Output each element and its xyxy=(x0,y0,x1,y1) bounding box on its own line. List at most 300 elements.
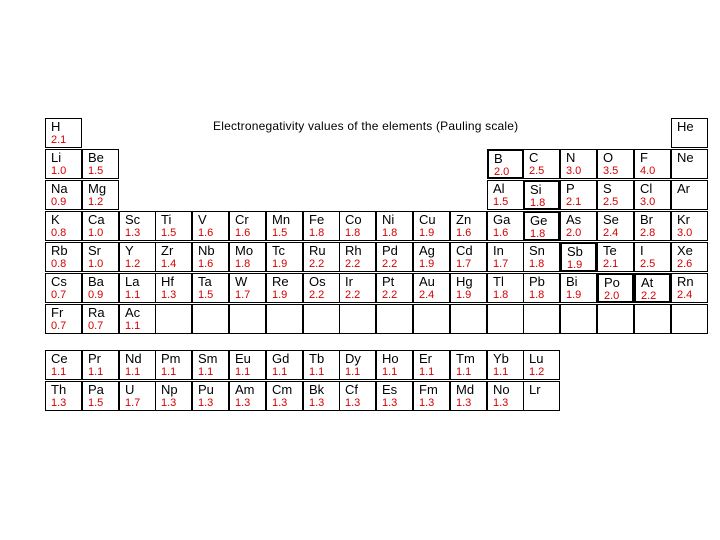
empty-cell xyxy=(339,304,376,334)
element-symbol: Es xyxy=(382,382,398,397)
electronegativity-value: 2.1 xyxy=(603,258,619,270)
electronegativity-value: 1.5 xyxy=(88,397,104,409)
element-symbol: Ar xyxy=(677,181,690,196)
electronegativity-value: 1.6 xyxy=(198,227,214,239)
electronegativity-value: 1.9 xyxy=(272,258,288,270)
electronegativity-value: 1.1 xyxy=(198,366,214,378)
empty-cell xyxy=(634,304,671,334)
element-symbol: As xyxy=(566,212,582,227)
electronegativity-value: 1.3 xyxy=(161,397,177,409)
element-symbol: Sr xyxy=(88,243,101,258)
electronegativity-value: 1.3 xyxy=(419,397,435,409)
electronegativity-value: 1.1 xyxy=(382,366,398,378)
element-symbol: Bk xyxy=(309,382,325,397)
element-cell-sn xyxy=(523,242,560,272)
electronegativity-value: 1.9 xyxy=(456,289,472,301)
element-symbol: Os xyxy=(309,274,326,289)
electronegativity-value: 2.2 xyxy=(382,289,398,301)
element-cell-p xyxy=(560,180,597,210)
electronegativity-value: 1.0 xyxy=(51,165,67,177)
element-symbol: Rb xyxy=(51,243,68,258)
element-symbol: Ag xyxy=(419,243,435,258)
empty-cell xyxy=(671,304,708,334)
element-symbol: Bi xyxy=(566,274,578,289)
electronegativity-value: 1.1 xyxy=(125,289,141,301)
element-cell-tl xyxy=(487,273,524,303)
element-cell-nb xyxy=(192,242,229,272)
electronegativity-value: 0.8 xyxy=(51,258,67,270)
element-symbol: He xyxy=(677,119,694,134)
electronegativity-value: 1.4 xyxy=(161,258,177,270)
element-symbol: Nb xyxy=(198,243,215,258)
element-cell-ga xyxy=(487,211,524,241)
element-cell-hg xyxy=(450,273,487,303)
empty-cell xyxy=(487,304,524,334)
element-cell-na xyxy=(45,180,82,210)
electronegativity-value: 1.3 xyxy=(125,227,141,239)
electronegativity-value: 1.6 xyxy=(198,258,214,270)
element-symbol: Pd xyxy=(382,243,398,258)
element-cell-b xyxy=(487,149,524,179)
element-cell-os xyxy=(303,273,340,303)
element-cell-s xyxy=(597,180,634,210)
element-symbol: Hg xyxy=(456,274,473,289)
element-symbol: P xyxy=(566,181,575,196)
element-symbol: Ba xyxy=(88,274,104,289)
empty-cell xyxy=(523,304,560,334)
element-symbol: Fm xyxy=(419,382,438,397)
element-symbol: Lu xyxy=(529,351,544,366)
element-symbol: In xyxy=(493,243,504,258)
element-cell-ta xyxy=(192,273,229,303)
element-symbol: Cf xyxy=(345,382,358,397)
element-cell-am xyxy=(229,381,266,411)
electronegativity-value: 1.3 xyxy=(309,397,325,409)
electronegativity-value: 1.8 xyxy=(382,227,398,239)
empty-cell xyxy=(266,304,303,334)
electronegativity-value: 2.0 xyxy=(604,290,620,302)
electronegativity-value: 1.8 xyxy=(235,258,251,270)
element-symbol: Fe xyxy=(309,212,325,227)
electronegativity-value: 3.0 xyxy=(677,227,693,239)
electronegativity-value: 3.0 xyxy=(640,196,656,208)
electronegativity-value: 0.8 xyxy=(51,227,67,239)
electronegativity-value: 1.9 xyxy=(419,258,435,270)
electronegativity-value: 2.1 xyxy=(566,196,582,208)
element-symbol: Er xyxy=(419,351,432,366)
electronegativity-value: 1.1 xyxy=(125,366,141,378)
element-symbol: Th xyxy=(51,382,67,397)
electronegativity-value: 2.2 xyxy=(345,289,361,301)
element-cell-au xyxy=(413,273,450,303)
electronegativity-value: 1.5 xyxy=(272,227,288,239)
electronegativity-value: 1.1 xyxy=(419,366,435,378)
electronegativity-value: 1.6 xyxy=(493,227,509,239)
element-symbol: Ce xyxy=(51,351,68,366)
electronegativity-value: 1.8 xyxy=(529,258,545,270)
element-symbol: Tl xyxy=(493,274,504,289)
electronegativity-value: 1.3 xyxy=(161,289,177,301)
element-symbol: Au xyxy=(419,274,435,289)
element-symbol: Y xyxy=(125,243,134,258)
empty-cell xyxy=(597,304,634,334)
element-symbol: At xyxy=(641,275,654,290)
element-cell-br xyxy=(634,211,671,241)
electronegativity-value: 2.5 xyxy=(640,258,656,270)
element-symbol: Yb xyxy=(493,351,509,366)
element-cell-pr xyxy=(82,350,119,380)
element-symbol: Ac xyxy=(125,305,141,320)
element-symbol: Mo xyxy=(235,243,254,258)
element-symbol: B xyxy=(494,151,503,166)
electronegativity-value: 2.5 xyxy=(529,165,545,177)
element-cell-co xyxy=(339,211,376,241)
electronegativity-value: 1.8 xyxy=(530,228,546,240)
electronegativity-value: 1.6 xyxy=(456,227,472,239)
element-symbol: Pt xyxy=(382,274,395,289)
element-symbol: Ca xyxy=(88,212,105,227)
element-cell-po xyxy=(597,273,634,303)
electronegativity-value: 2.2 xyxy=(345,258,361,270)
table-title: Electronegativity values of the elements (Pauling scale) xyxy=(213,119,519,133)
element-cell-al xyxy=(487,180,524,210)
element-cell-nd xyxy=(119,350,156,380)
electronegativity-value: 2.2 xyxy=(641,290,657,302)
element-symbol: U xyxy=(125,382,135,397)
element-symbol: Be xyxy=(88,150,104,165)
electronegativity-value: 2.0 xyxy=(566,227,582,239)
element-symbol: Pa xyxy=(88,382,104,397)
element-cell-pu xyxy=(192,381,229,411)
element-cell-ho xyxy=(376,350,413,380)
electronegativity-value: 1.8 xyxy=(493,289,509,301)
element-symbol: V xyxy=(198,212,207,227)
electronegativity-value: 2.4 xyxy=(419,289,435,301)
electronegativity-value: 1.3 xyxy=(382,397,398,409)
element-cell-u xyxy=(119,381,156,411)
element-symbol: Pu xyxy=(198,382,214,397)
element-cell-ni xyxy=(376,211,413,241)
electronegativity-value: 1.1 xyxy=(456,366,472,378)
element-cell-ca xyxy=(82,211,119,241)
element-cell-mo xyxy=(229,242,266,272)
element-cell-cm xyxy=(266,381,303,411)
element-symbol: Ru xyxy=(309,243,326,258)
element-symbol: N xyxy=(566,150,576,165)
electronegativity-value: 0.9 xyxy=(88,289,104,301)
element-symbol: F xyxy=(640,150,648,165)
element-symbol: Li xyxy=(51,150,62,165)
element-symbol: Cm xyxy=(272,382,293,397)
element-symbol: Dy xyxy=(345,351,361,366)
empty-cell xyxy=(155,304,192,334)
element-cell-ce xyxy=(45,350,82,380)
electronegativity-value: 2.2 xyxy=(309,258,325,270)
element-cell-cl xyxy=(634,180,671,210)
electronegativity-value: 1.8 xyxy=(529,289,545,301)
element-cell-f xyxy=(634,149,671,179)
element-cell-la xyxy=(119,273,156,303)
electronegativity-value: 2.8 xyxy=(640,227,656,239)
element-cell-eu xyxy=(229,350,266,380)
element-symbol: Al xyxy=(493,181,505,196)
empty-cell xyxy=(560,304,597,334)
electronegativity-value: 1.9 xyxy=(419,227,435,239)
electronegativity-value: 1.2 xyxy=(125,258,141,270)
electronegativity-value: 1.9 xyxy=(272,289,288,301)
element-symbol: Tb xyxy=(309,351,325,366)
element-cell-ag xyxy=(413,242,450,272)
electronegativity-value: 1.5 xyxy=(161,227,177,239)
element-cell-cd xyxy=(450,242,487,272)
element-cell-n xyxy=(560,149,597,179)
element-cell-sm xyxy=(192,350,229,380)
element-cell-mg xyxy=(82,180,119,210)
element-cell-tc xyxy=(266,242,303,272)
element-symbol: Se xyxy=(603,212,619,227)
element-symbol: Co xyxy=(345,212,362,227)
element-cell-lu xyxy=(523,350,560,380)
element-symbol: Po xyxy=(604,275,620,290)
electronegativity-value: 1.1 xyxy=(161,366,177,378)
element-symbol: Fr xyxy=(51,305,64,320)
element-cell-ar xyxy=(671,180,708,210)
element-symbol: Ti xyxy=(161,212,172,227)
element-symbol: Rn xyxy=(677,274,694,289)
electronegativity-value: 3.5 xyxy=(603,165,619,177)
element-cell-w xyxy=(229,273,266,303)
electronegativity-value: 1.1 xyxy=(345,366,361,378)
electronegativity-value: 1.8 xyxy=(309,227,325,239)
element-cell-yb xyxy=(487,350,524,380)
element-symbol: Ge xyxy=(530,213,548,228)
element-symbol: Pm xyxy=(161,351,181,366)
element-cell-zn xyxy=(450,211,487,241)
element-symbol: Mn xyxy=(272,212,291,227)
element-cell-hf xyxy=(155,273,192,303)
element-cell-cs xyxy=(45,273,82,303)
element-cell-tb xyxy=(303,350,340,380)
element-cell-sc xyxy=(119,211,156,241)
element-cell-k xyxy=(45,211,82,241)
element-symbol: Ne xyxy=(677,150,694,165)
element-symbol: Np xyxy=(161,382,178,397)
electronegativity-value: 2.2 xyxy=(382,258,398,270)
electronegativity-value: 2.2 xyxy=(309,289,325,301)
element-symbol: Zr xyxy=(161,243,174,258)
element-symbol: Am xyxy=(235,382,255,397)
element-cell-he xyxy=(671,118,708,148)
element-symbol: Eu xyxy=(235,351,251,366)
element-symbol: Te xyxy=(603,243,617,258)
element-cell-rb xyxy=(45,242,82,272)
element-cell-h xyxy=(45,118,82,148)
element-symbol: Cl xyxy=(640,181,653,196)
element-cell-gd xyxy=(266,350,303,380)
element-cell-fr xyxy=(45,304,82,334)
element-cell-rn xyxy=(671,273,708,303)
electronegativity-value: 1.1 xyxy=(125,320,141,332)
element-symbol: Sn xyxy=(529,243,545,258)
element-cell-o xyxy=(597,149,634,179)
empty-cell xyxy=(192,304,229,334)
element-cell-sr xyxy=(82,242,119,272)
element-cell-cu xyxy=(413,211,450,241)
element-symbol: Na xyxy=(51,181,68,196)
element-symbol: Sb xyxy=(567,244,583,259)
element-cell-as xyxy=(560,211,597,241)
element-symbol: Tm xyxy=(456,351,475,366)
element-cell-kr xyxy=(671,211,708,241)
element-cell-bk xyxy=(303,381,340,411)
element-symbol: Ho xyxy=(382,351,399,366)
element-cell-fe xyxy=(303,211,340,241)
element-cell-sb xyxy=(560,242,597,272)
element-cell-cr xyxy=(229,211,266,241)
empty-cell xyxy=(229,304,266,334)
element-symbol: H xyxy=(51,119,61,134)
element-cell-er xyxy=(413,350,450,380)
element-symbol: Re xyxy=(272,274,289,289)
element-cell-pa xyxy=(82,381,119,411)
electronegativity-value: 1.1 xyxy=(309,366,325,378)
element-cell-cf xyxy=(339,381,376,411)
electronegativity-value: 1.9 xyxy=(566,289,582,301)
element-symbol: La xyxy=(125,274,140,289)
element-symbol: Md xyxy=(456,382,475,397)
electronegativity-value: 1.3 xyxy=(235,397,251,409)
element-symbol: O xyxy=(603,150,614,165)
element-symbol: Br xyxy=(640,212,653,227)
element-symbol: Zn xyxy=(456,212,472,227)
element-cell-ir xyxy=(339,273,376,303)
element-symbol: Pr xyxy=(88,351,101,366)
electronegativity-value: 1.1 xyxy=(88,366,104,378)
element-cell-ti xyxy=(155,211,192,241)
electronegativity-value: 1.7 xyxy=(456,258,472,270)
element-cell-i xyxy=(634,242,671,272)
element-cell-c xyxy=(523,149,560,179)
element-symbol: K xyxy=(51,212,60,227)
element-symbol: I xyxy=(640,243,644,258)
element-cell-at xyxy=(634,273,671,303)
element-cell-np xyxy=(155,381,192,411)
empty-cell xyxy=(376,304,413,334)
element-symbol: Ni xyxy=(382,212,395,227)
electronegativity-value: 1.3 xyxy=(345,397,361,409)
electronegativity-value: 2.4 xyxy=(603,227,619,239)
element-cell-md xyxy=(450,381,487,411)
element-cell-te xyxy=(597,242,634,272)
electronegativity-value: 1.7 xyxy=(235,289,251,301)
electronegativity-value: 1.7 xyxy=(493,258,509,270)
element-symbol: Cd xyxy=(456,243,473,258)
element-cell-ne xyxy=(671,149,708,179)
electronegativity-value: 1.8 xyxy=(530,197,546,209)
element-cell-li xyxy=(45,149,82,179)
element-cell-bi xyxy=(560,273,597,303)
element-cell-pm xyxy=(155,350,192,380)
element-cell-ru xyxy=(303,242,340,272)
element-symbol: C xyxy=(529,150,539,165)
empty-cell xyxy=(450,304,487,334)
element-cell-ra xyxy=(82,304,119,334)
element-cell-dy xyxy=(339,350,376,380)
element-cell-lr xyxy=(523,381,560,411)
element-symbol: No xyxy=(493,382,510,397)
element-symbol: Gd xyxy=(272,351,290,366)
element-cell-tm xyxy=(450,350,487,380)
element-cell-mn xyxy=(266,211,303,241)
electronegativity-value: 1.0 xyxy=(88,227,104,239)
element-cell-fm xyxy=(413,381,450,411)
element-cell-in xyxy=(487,242,524,272)
electronegativity-value: 0.7 xyxy=(88,320,104,332)
electronegativity-value: 2.6 xyxy=(677,258,693,270)
element-symbol: Ga xyxy=(493,212,511,227)
electronegativity-value: 1.1 xyxy=(235,366,251,378)
element-cell-ac xyxy=(119,304,156,334)
electronegativity-value: 1.3 xyxy=(272,397,288,409)
element-symbol: Xe xyxy=(677,243,693,258)
electronegativity-value: 0.7 xyxy=(51,289,67,301)
electronegativity-value: 2.5 xyxy=(603,196,619,208)
element-cell-ba xyxy=(82,273,119,303)
element-symbol: Sm xyxy=(198,351,218,366)
element-symbol: Rh xyxy=(345,243,362,258)
element-cell-y xyxy=(119,242,156,272)
electronegativity-value: 1.8 xyxy=(345,227,361,239)
electronegativity-value: 1.0 xyxy=(88,258,104,270)
electronegativity-value: 1.6 xyxy=(235,227,251,239)
element-cell-pt xyxy=(376,273,413,303)
electronegativity-value: 1.3 xyxy=(51,397,67,409)
element-symbol: W xyxy=(235,274,248,289)
element-symbol: Cu xyxy=(419,212,436,227)
element-cell-be xyxy=(82,149,119,179)
element-symbol: Tc xyxy=(272,243,285,258)
electronegativity-value: 1.3 xyxy=(493,397,509,409)
element-cell-si xyxy=(523,180,560,210)
electronegativity-value: 0.9 xyxy=(51,196,67,208)
electronegativity-value: 1.2 xyxy=(88,196,104,208)
electronegativity-value: 1.3 xyxy=(456,397,472,409)
element-cell-se xyxy=(597,211,634,241)
element-cell-pb xyxy=(523,273,560,303)
electronegativity-value: 1.5 xyxy=(88,165,104,177)
electronegativity-value: 4.0 xyxy=(640,165,656,177)
element-symbol: Mg xyxy=(88,181,107,196)
electronegativity-value: 1.1 xyxy=(272,366,288,378)
element-symbol: Ra xyxy=(88,305,105,320)
electronegativity-value: 1.2 xyxy=(529,366,545,378)
element-cell-pd xyxy=(376,242,413,272)
element-cell-ge xyxy=(523,211,560,241)
element-cell-v xyxy=(192,211,229,241)
element-symbol: Sc xyxy=(125,212,141,227)
element-cell-zr xyxy=(155,242,192,272)
element-symbol: Cr xyxy=(235,212,249,227)
electronegativity-value: 0.7 xyxy=(51,320,67,332)
electronegativity-value: 1.1 xyxy=(493,366,509,378)
element-symbol: Hf xyxy=(161,274,174,289)
element-symbol: Pb xyxy=(529,274,545,289)
element-cell-th xyxy=(45,381,82,411)
electronegativity-value: 1.5 xyxy=(198,289,214,301)
electronegativity-value: 3.0 xyxy=(566,165,582,177)
element-cell-xe xyxy=(671,242,708,272)
element-symbol: Ir xyxy=(345,274,353,289)
